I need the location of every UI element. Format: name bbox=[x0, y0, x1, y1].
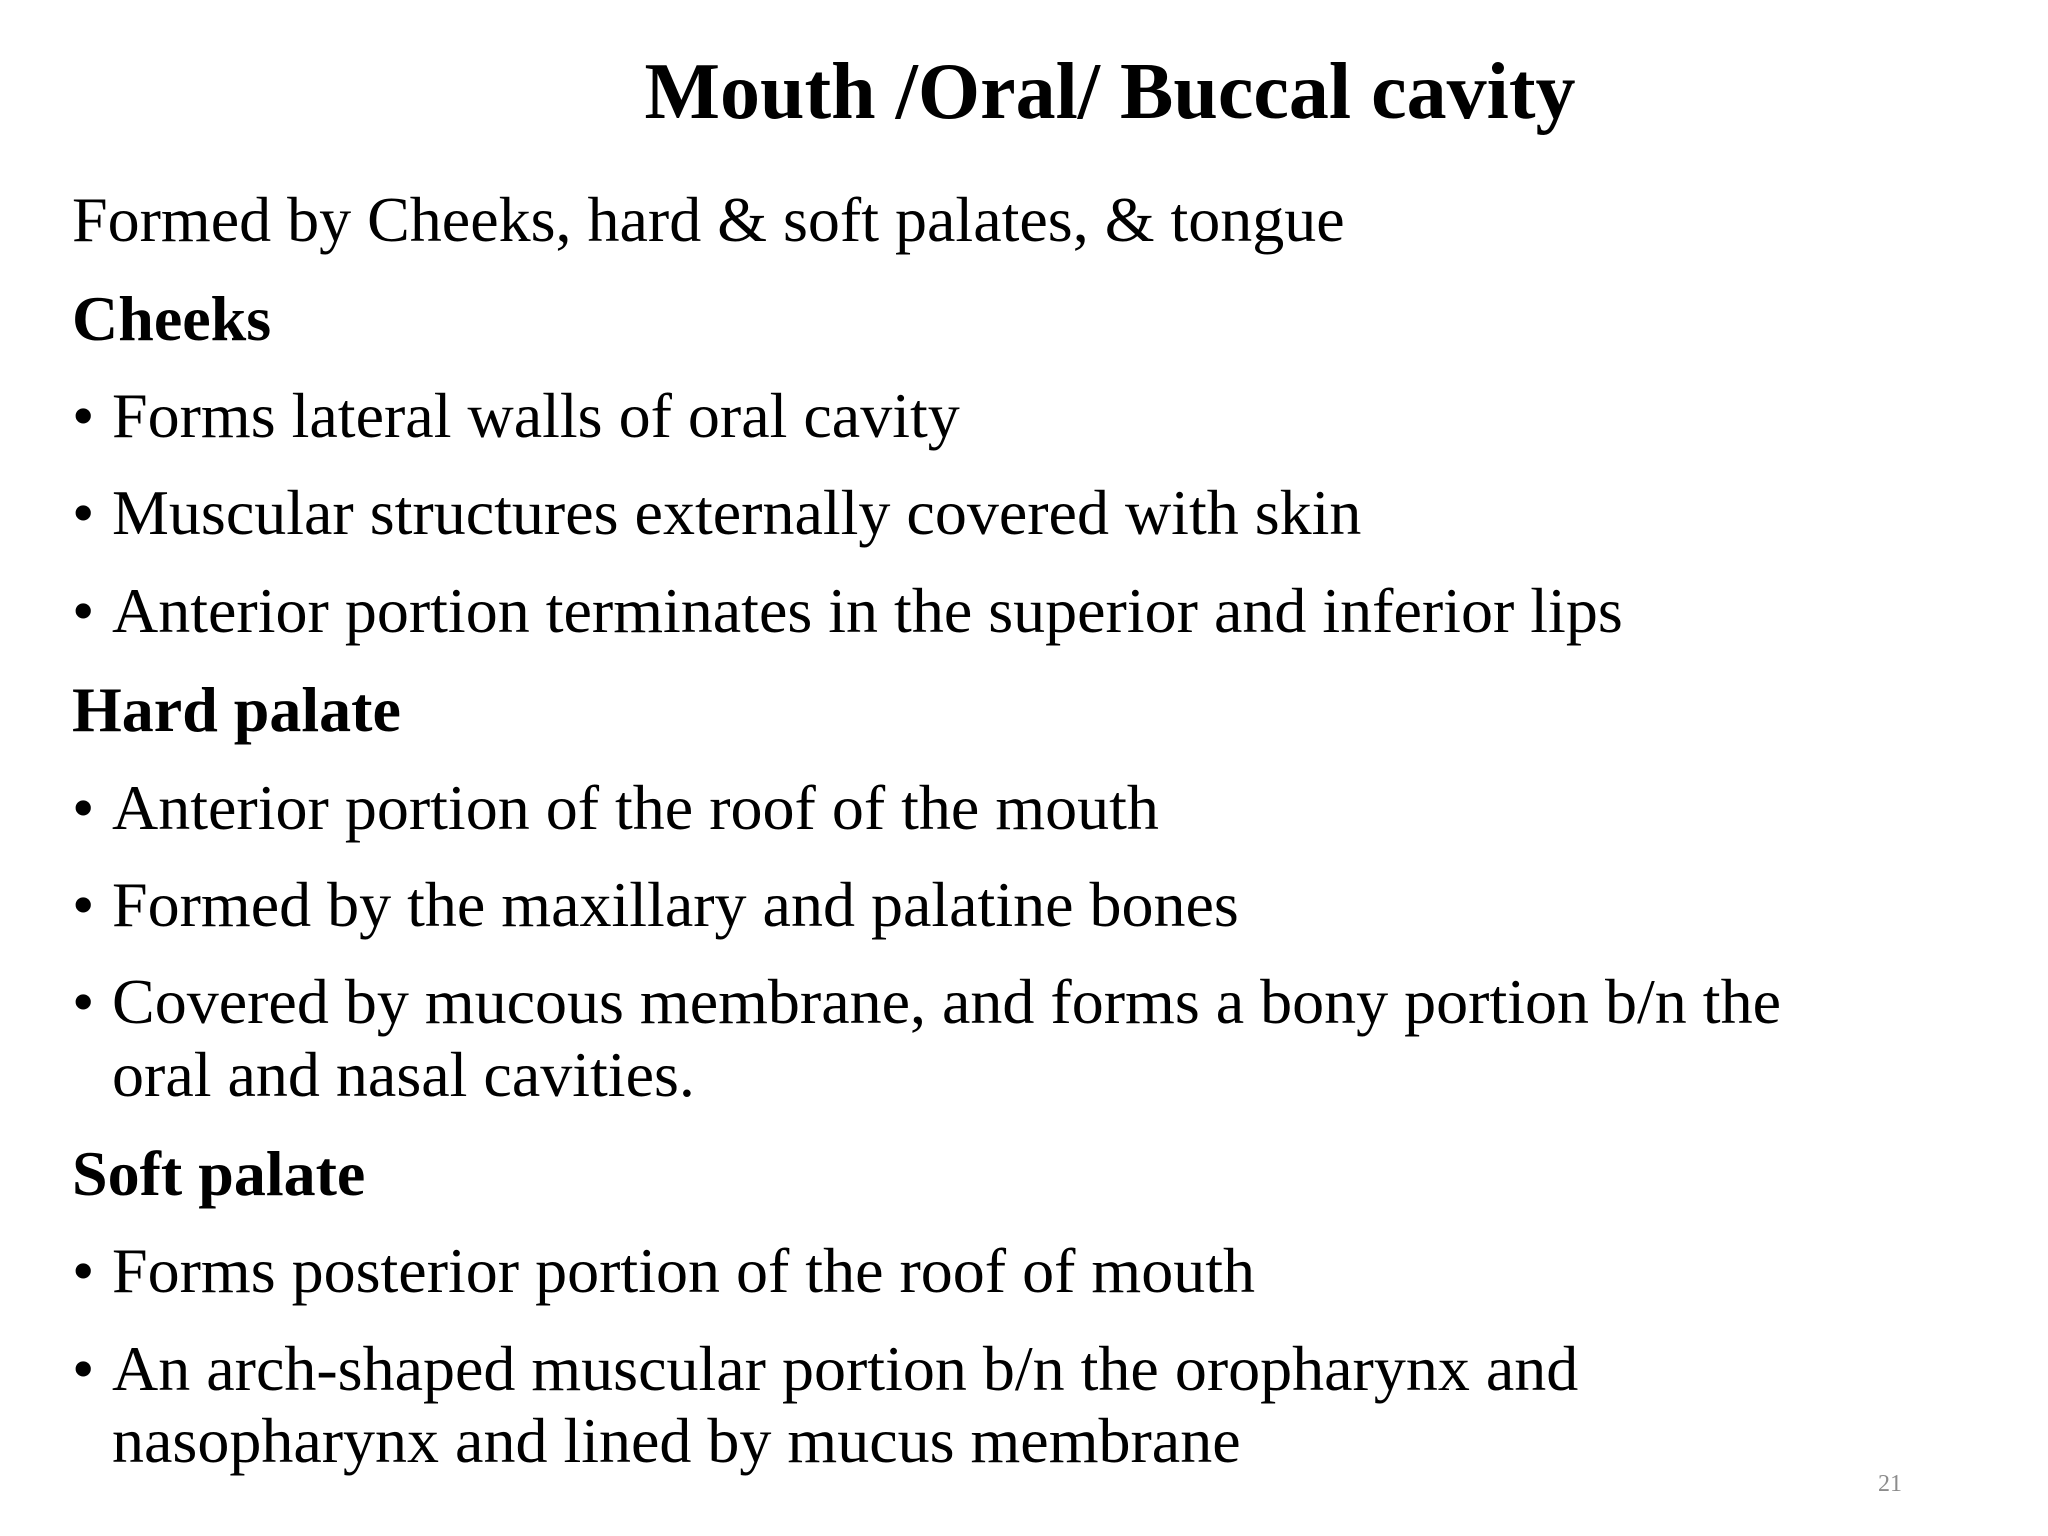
bullet-item bbox=[72, 869, 1239, 941]
slide-title: Mouth /Oral/ Buccal cavity bbox=[644, 48, 1576, 136]
section-heading-cheeks: Cheeks bbox=[72, 283, 272, 354]
bullet-icon: • bbox=[72, 380, 95, 451]
bullet-item bbox=[72, 477, 1361, 549]
bullet-item bbox=[72, 966, 1781, 1038]
bullet-text: Anterior portion of the roof of the mouth bbox=[112, 772, 1159, 843]
bullet-text: Formed by the maxillary and palatine bones bbox=[112, 869, 1239, 940]
bullet-text: Covered by mucous membrane, and forms a bony portion b/n the bbox=[112, 966, 1781, 1037]
bullet-icon: • bbox=[72, 869, 95, 940]
page-number: 21 bbox=[1878, 1471, 1902, 1497]
bullet-item bbox=[72, 380, 960, 452]
bullet-icon: • bbox=[72, 772, 95, 843]
section-heading-hard-palate: Hard palate bbox=[72, 674, 401, 745]
bullet-item bbox=[72, 1235, 1255, 1307]
bullet-icon: • bbox=[72, 477, 95, 548]
section-heading-soft-palate: Soft palate bbox=[72, 1138, 366, 1209]
bullet-icon: • bbox=[72, 1235, 95, 1306]
bullet-continuation: nasopharynx and lined by mucus membrane bbox=[112, 1405, 1241, 1476]
bullet-text: Forms lateral walls of oral cavity bbox=[112, 380, 960, 451]
bullet-icon: • bbox=[72, 1333, 95, 1404]
bullet-item bbox=[72, 575, 1623, 647]
bullet-text: Muscular structures externally covered with skin bbox=[112, 477, 1362, 548]
bullet-icon: • bbox=[72, 966, 95, 1037]
bullet-continuation: oral and nasal cavities. bbox=[112, 1039, 695, 1110]
bullet-icon: • bbox=[72, 575, 95, 646]
bullet-item bbox=[72, 1333, 1578, 1405]
intro-text: Formed by Cheeks, hard & soft palates, & tongue bbox=[72, 184, 1345, 255]
bullet-text: Anterior portion terminates in the superior and inferior lips bbox=[112, 575, 1623, 646]
bullet-text: An arch-shaped muscular portion b/n the oropharynx and bbox=[112, 1333, 1579, 1404]
bullet-text: Forms posterior portion of the roof of mouth bbox=[112, 1235, 1255, 1306]
bullet-item bbox=[72, 772, 1159, 844]
